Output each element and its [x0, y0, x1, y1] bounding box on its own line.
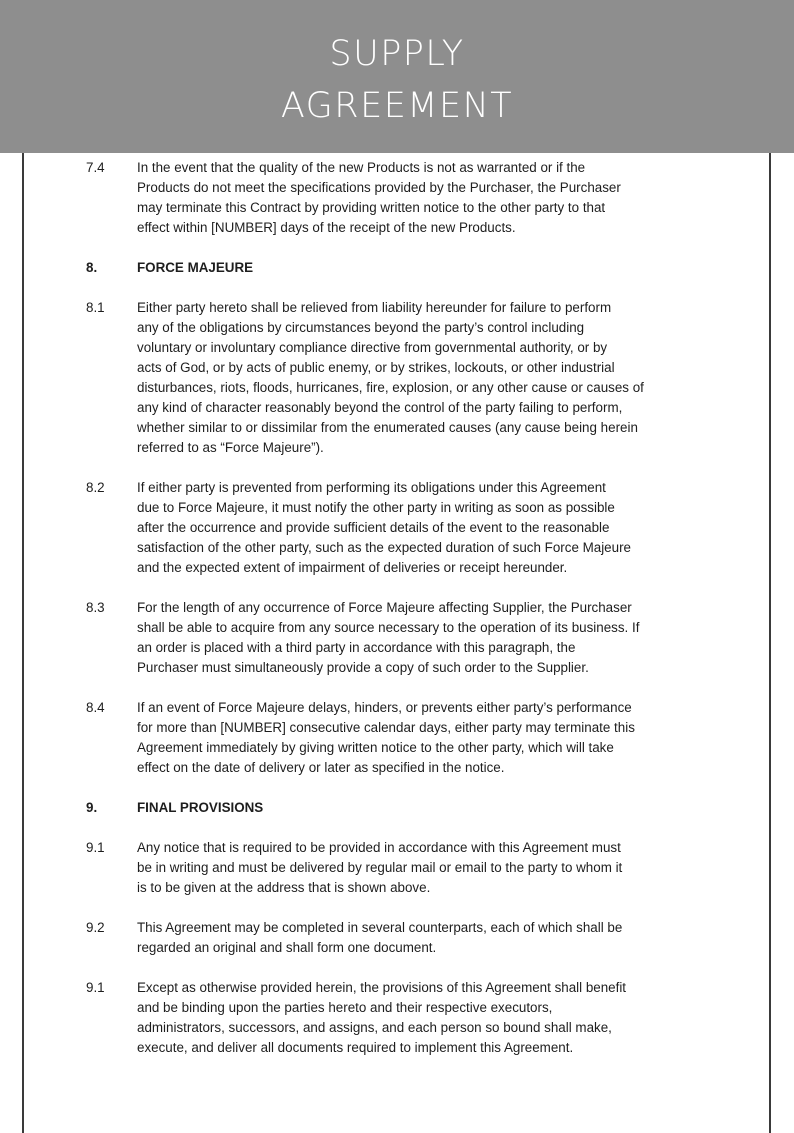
clause-number: 8.3	[86, 600, 105, 615]
clause-number: 9.1	[86, 840, 105, 855]
clause-text: In the event that the quality of the new Products is not as warranted or if the Products do not meet the specifications provided by the Purchaser, the Purchaser may terminate this Contract by providing written notice to the other party to that effect within [NUMBER] days of the receipt of the new Products.	[137, 160, 621, 235]
clause-text: For the length of any occurrence of Force Majeure affecting Supplier, the Purchaser shall be able to acquire from any source necessary to the operation of its business. If an order is placed with a third party in accordance with this paragraph, the Purchaser must simultaneously provide a copy of such order to the Supplier.	[137, 600, 640, 675]
clause-number: 8.1	[86, 300, 105, 315]
banner-title-line-2: AGREEMENT	[280, 86, 514, 126]
clause-text: Either party hereto shall be relieved from liability hereunder for failure to perform any of the obligations by circumstances beyond the party’s control including voluntary or involuntary compliance directive from governmental authority, or by acts of God, or by acts of public enemy, or by strikes, lockouts, or other industrial disturbances, riots, floods, hurricanes, fire, explosion, or any other cause or causes of any kind of character reasonably beyond the control of the party failing to perform, whether similar to or dissimilar from the enumerated causes (any cause being herein referred to as “Force Majeure”).	[137, 300, 644, 455]
section-number: 9.	[86, 800, 98, 815]
title-banner	[0, 0, 794, 153]
section-title: FINAL PROVISIONS	[137, 800, 264, 815]
clause-8-2	[86, 478, 716, 578]
clause-number: 7.4	[86, 160, 105, 175]
clause-text: If either party is prevented from performing its obligations under this Agreement due to Force Majeure, it must notify the other party in writing as soon as possible after the occurrence and provide sufficient details of the event to the reasonable satisfaction of the other party, such as the expected duration of such Force Majeure and the expected extent of impairment of deliveries or receipt hereunder.	[137, 480, 631, 575]
clause-number: 9.1	[86, 980, 105, 995]
banner-title-line-1: SUPPLY	[329, 34, 465, 74]
clause-number: 9.2	[86, 920, 105, 935]
clause-9-1	[86, 838, 716, 898]
clause-7-4	[86, 158, 716, 238]
clause-9-2	[86, 918, 716, 958]
section-heading-final-provisions	[86, 798, 716, 818]
section-number: 8.	[86, 260, 98, 275]
clause-8-1	[86, 298, 716, 458]
clause-text: If an event of Force Majeure delays, hinders, or prevents either party’s performance for more than [NUMBER] consecutive calendar days, either party may terminate this Agreement immediately by giving written notice to the other party, which will take effect on the date of delivery or later as specified in the notice.	[137, 700, 635, 775]
clause-text: Except as otherwise provided herein, the provisions of this Agreement shall benefit and be binding upon the parties hereto and their respective executors, administrators, successors, and assigns, and each person so bound shall make, execute, and deliver all documents required to implement this Agreement.	[137, 980, 627, 1055]
document-body	[86, 158, 716, 1078]
section-heading-force-majeure	[86, 258, 716, 278]
clause-number: 8.4	[86, 700, 105, 715]
clause-9-1-second	[86, 978, 716, 1058]
section-title: FORCE MAJEURE	[137, 260, 254, 275]
clause-8-4	[86, 698, 716, 778]
clause-number: 8.2	[86, 480, 105, 495]
clause-8-3	[86, 598, 716, 678]
clause-text: Any notice that is required to be provided in accordance with this Agreement must be in writing and must be delivered by regular mail or email to the party to whom it is to be given at the address that is shown above.	[137, 840, 623, 895]
clause-text: This Agreement may be completed in several counterparts, each of which shall be regarded an original and shall form one document.	[137, 920, 623, 955]
